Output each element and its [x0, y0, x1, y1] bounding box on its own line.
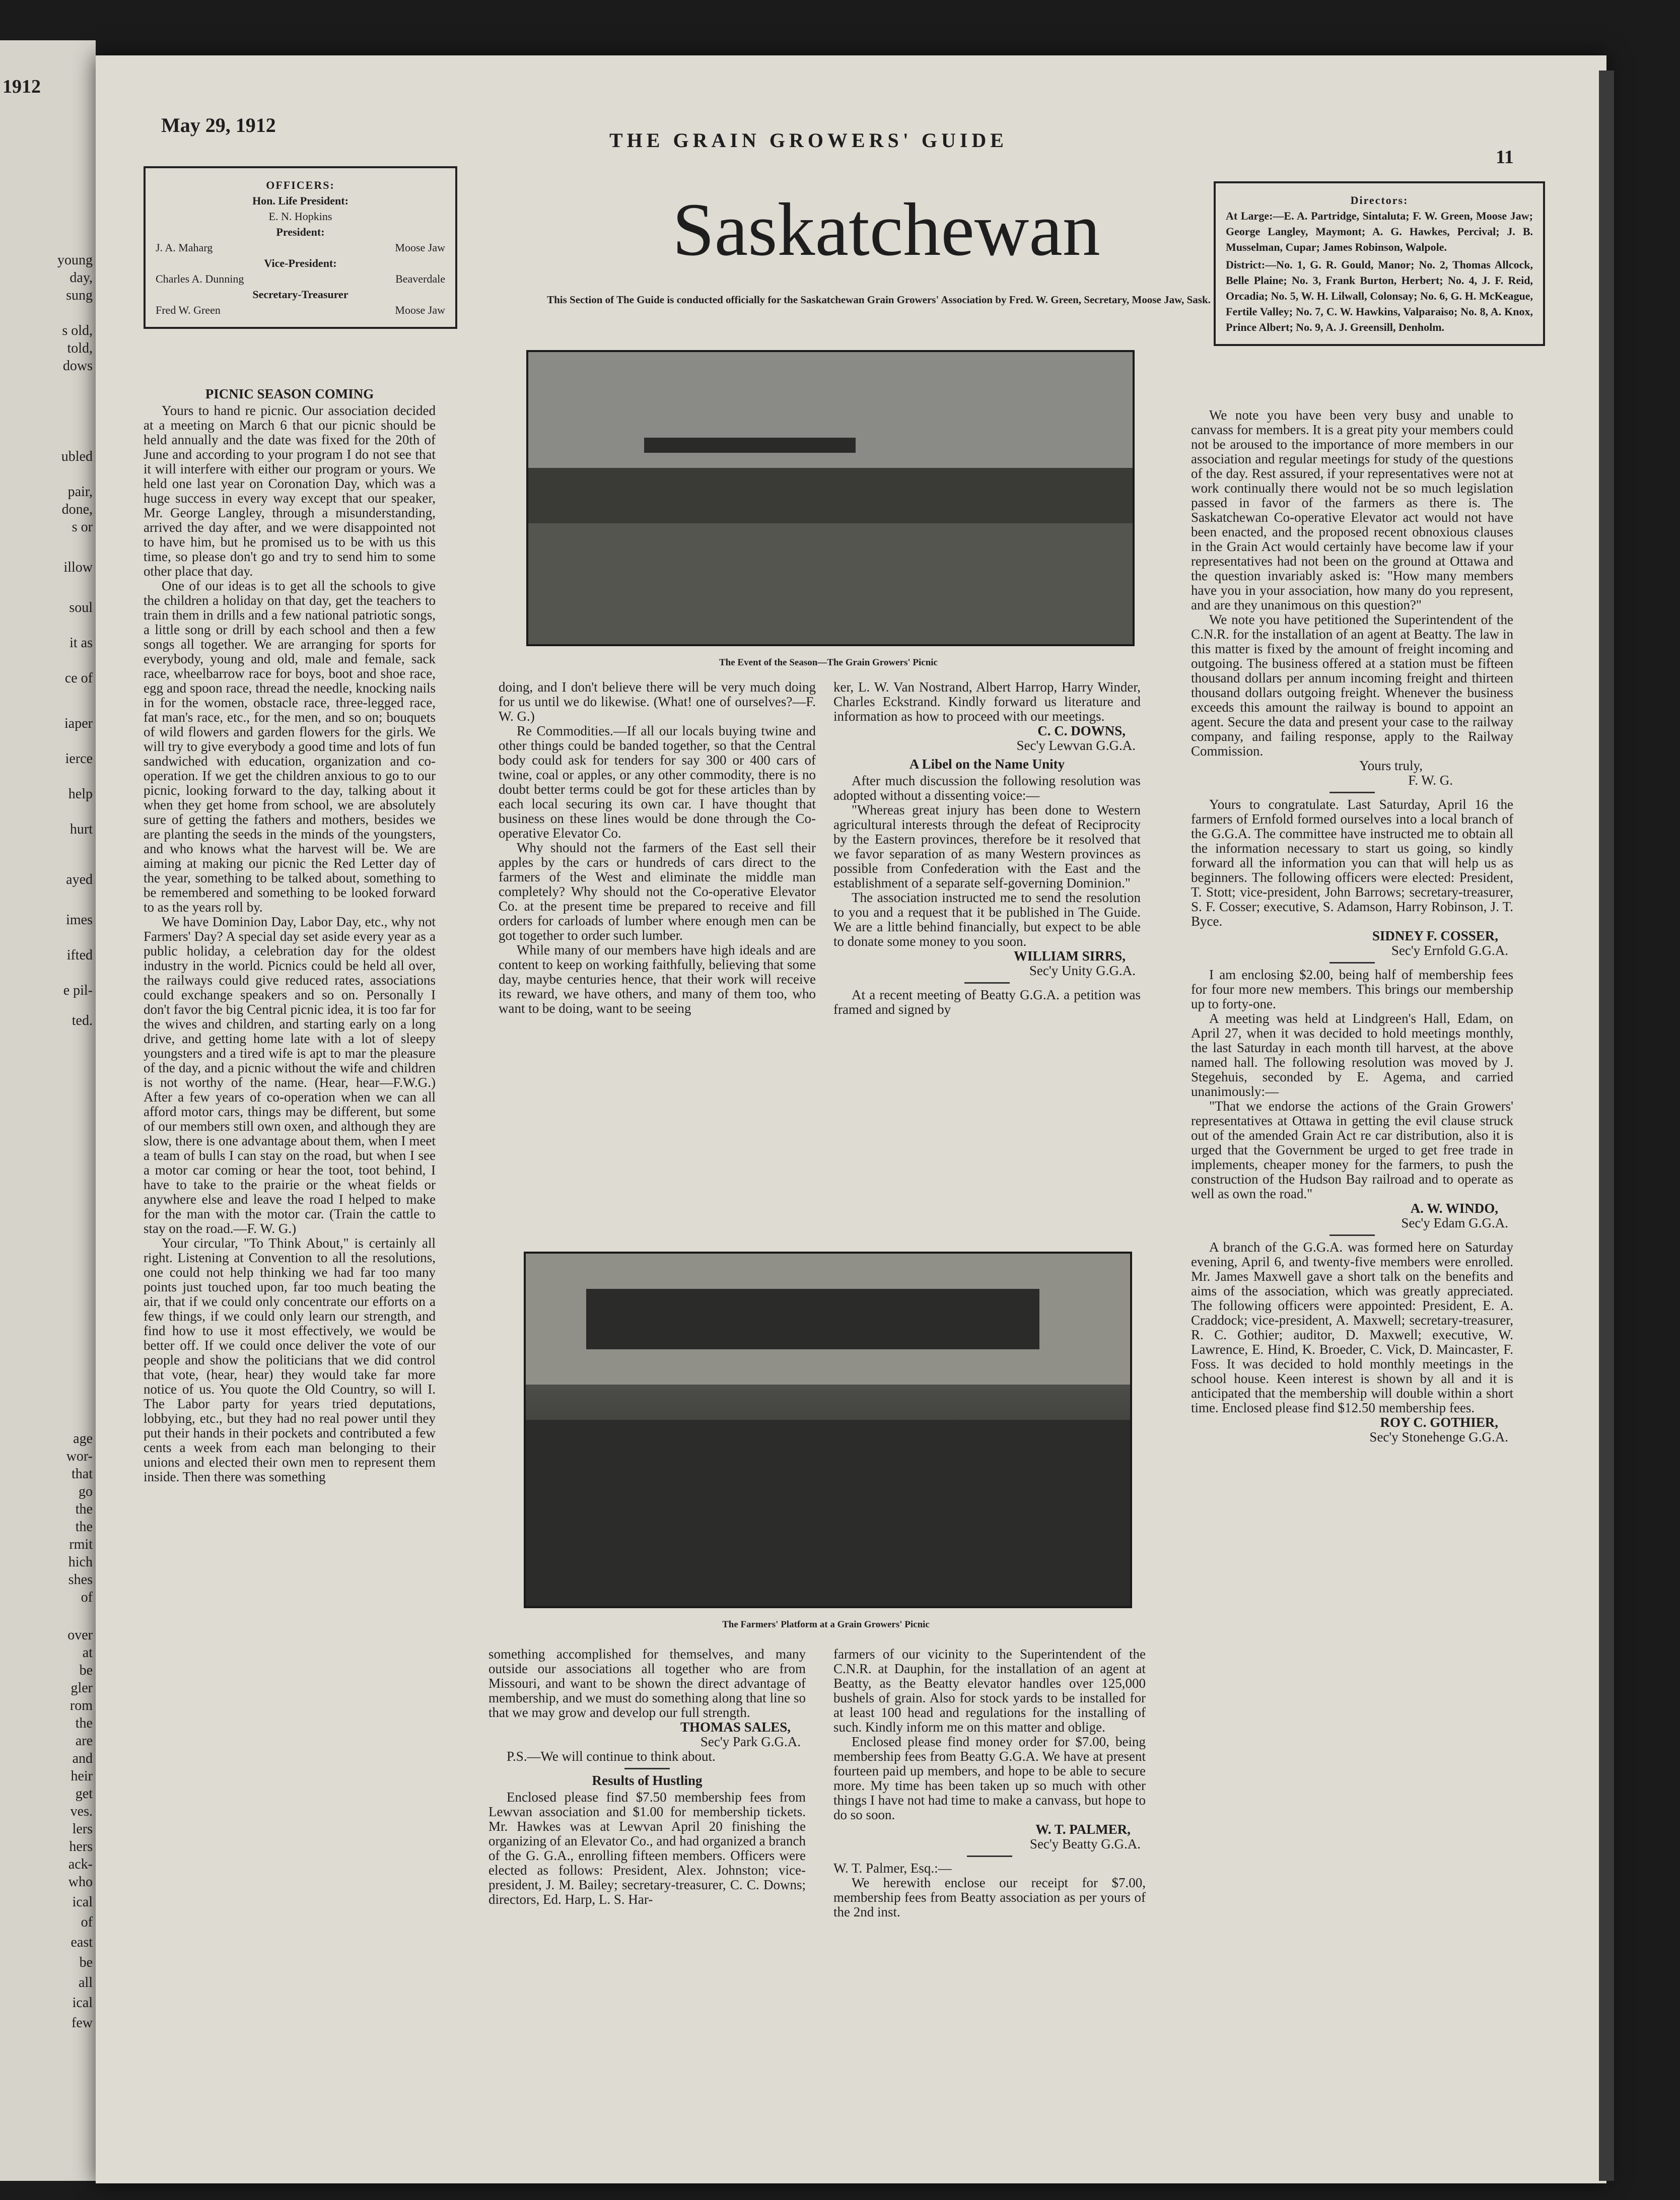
adjacent-page-fragment: at	[82, 1645, 93, 1661]
divider	[624, 1768, 670, 1769]
section-masthead: Saskatchewan	[672, 188, 1100, 271]
paragraph: Enclosed please find money order for $7.00, being membership fees from Beatty G.G.A. We have at present fourteen paid up members, and hope to be able to secure more. My time has been taken up so much with other things I have not had time to make a canvass, but hope to do so soon.	[833, 1734, 1146, 1822]
adjacent-page-fragment: get	[75, 1786, 93, 1802]
adjacent-page-fragment: hurt	[69, 821, 93, 837]
adjacent-page-fragment: s old,	[62, 323, 93, 338]
vice-name: Charles A. Dunning	[156, 272, 244, 285]
column-2	[499, 680, 816, 1016]
adjacent-page-fragment: the	[75, 1715, 93, 1731]
adjacent-page-year: 1912	[3, 76, 41, 97]
paragraph: W. T. Palmer, Esq.:—	[833, 1861, 952, 1876]
paragraph: ker, L. W. Van Nostrand, Albert Harrop, Harry Winder, Charles Eckstrand. Kindly forward us literature and information as how to proceed with our meetings.	[833, 679, 1141, 724]
adjacent-page-fragment: illow	[63, 560, 93, 575]
paragraph: After much discussion the following resolution was adopted without a dissenting voice:—	[833, 773, 1141, 803]
section-note: This Section of The Guide is conducted officially for the Saskatchewan Grain Growers' Association by Fred. W. Green, Secretary, Moose Jaw, Sask.	[547, 294, 1211, 306]
officers-heading: OFFICERS:	[266, 179, 335, 191]
adjacent-page-fragment: go	[79, 1484, 93, 1499]
adjacent-page-strip	[0, 40, 96, 2181]
hustling-heading: Results of Hustling	[592, 1773, 703, 1788]
adjacent-page-fragment: done,	[61, 502, 93, 517]
signature-title: Sec'y Unity G.G.A.	[1029, 963, 1136, 978]
adjacent-page-fragment: wor-	[66, 1449, 93, 1464]
paragraph: We note you have been very busy and unable to canvass for members. It is a great pity your members could not be aroused to the importance of more members in our association and regular meetings for study of the questions of the day. Rest assured, if your representatives were not at work continually there would not be so much legislation passed in favor of the farmers as there is. The Saskatchewan Co-operative Elevator act would not have been enacted, and the proposed recent obnoxious clauses in the Grain Act would certainly have become law if your representatives had not been on the ground at Ottawa and the question invariably asked is: "How many members have you in your association, how many do you represent, and are they unanimous on this question?"	[1191, 407, 1513, 612]
adjacent-page-fragment: soul	[69, 600, 93, 615]
life-president: E. N. Hopkins	[268, 210, 332, 223]
adjacent-page-fragment: it as	[69, 635, 93, 651]
column-3	[833, 680, 1141, 1017]
adjacent-page-fragment: hich	[68, 1554, 93, 1570]
adjacent-page-fragment: shes	[68, 1572, 93, 1588]
column-5	[488, 1647, 806, 1907]
libel-heading: A Libel on the Name Unity	[909, 757, 1065, 772]
adjacent-page-fragment: dows	[62, 358, 93, 374]
adjacent-page-fragment: hers	[69, 1839, 93, 1854]
paragraph: Your circular, "To Think About," is certainly all right. Listening at Convention to all the resolutions, one could not help thinking we had far too many points just touched upon, far too much beating the air, that if we could only concentrate our efforts on a few things, if we could only learn our strength, and find how to use it most effectively, we would be better off. If we could once deliver the vote of our people and show the politicians that we did control that vote, (hear, hear) they would take far more notice of us. You quote the Old Country, so will I. The Labor party for years tried deputations, lobbying, etc., but they had no real power until they put their hands in their pockets and contributed a few cents a week from each man belonging to their unions and elected their own men to represent them inside. Then there was something	[144, 1235, 436, 1484]
paragraph: P.S.—We will continue to think about.	[507, 1749, 716, 1764]
publication-title: THE GRAIN GROWERS' GUIDE	[609, 129, 1008, 152]
adjacent-page-fragment: over	[67, 1627, 93, 1643]
directors-district: District:—No. 1, G. R. Gould, Manor; No. 2, Thomas Allcock, Belle Plaine; No. 3, Frank Burton, Herbert; No. 4, J. F. Reid, Orcadia; No. 5, W. H. Lilwall, Colonsay; No. 6, G. H. McKeague, Fertile Valley; No. 7, C. W. Hawkins, Valparaiso; No. 8, A. Knox, Prince Albert; No. 9, A. J. Greensill, Denholm.	[1226, 258, 1533, 333]
officers-box	[144, 166, 457, 329]
president-name: J. A. Maharg	[156, 241, 213, 254]
picnic-photo-top	[526, 350, 1135, 646]
divider	[967, 1855, 1012, 1857]
photo-illustration-top	[528, 352, 1133, 644]
paragraph: We note you have petitioned the Superintendent of the C.N.R. for the installation of an agent at Beatty. The law in this matter is fixed by the amount of freight incoming and outgoing. The business offered at a station must be fifteen thousand dollars per annum incoming freight and thirteen thousand dollars outgoing freight. Whenever the business exceeds this amount the railway is bound to appoint an agent. Secure the data and present your case to the railway company, and failing response, apply to the Railway Commission.	[1191, 612, 1513, 759]
adjacent-page-fragment: and	[72, 1751, 93, 1766]
bottom-photo-caption: The Farmers' Platform at a Grain Growers' Picnic	[722, 1619, 930, 1630]
picnic-photo-bottom	[524, 1252, 1132, 1608]
paragraph: doing, and I don't believe there will be very much doing for us until we do likewise. (What! one of ourselves?—F. W. G.)	[499, 679, 816, 724]
signature: Yours truly,	[1359, 758, 1423, 773]
binding-edge	[1599, 71, 1614, 2181]
secretary-name: Fred W. Green	[156, 304, 221, 316]
adjacent-page-fragment: ted.	[72, 1013, 93, 1028]
paragraph: Why should not the farmers of the East sell their apples by the cars or hundreds of cars direct to the farmers of the West and eliminate the middle man completely? Why should not the Co-operative Elevator Co. at the present time be prepared to receive and fill orders for carloads of lumber where enough men can be got together to order such lumber.	[499, 840, 816, 943]
adjacent-page-fragment: young	[57, 252, 93, 268]
divider	[964, 982, 1010, 984]
adjacent-page-fragment: of	[81, 1914, 93, 1930]
adjacent-page-fragment: imes	[66, 912, 93, 928]
signature: W. T. PALMER,	[1035, 1822, 1131, 1837]
signature-title: Sec'y Edam G.G.A.	[1401, 1215, 1508, 1230]
adjacent-page-fragment: be	[79, 1955, 93, 1970]
president-place: Moose Jaw	[395, 241, 445, 254]
adjacent-page-fragment: rmit	[69, 1537, 93, 1552]
signature-title: Sec'y Ernfold G.G.A.	[1391, 943, 1508, 958]
photo-illustration-bottom	[526, 1254, 1130, 1606]
signature-title: Sec'y Beatty G.G.A.	[1029, 1836, 1141, 1851]
adjacent-page-fragment: day,	[69, 270, 93, 286]
adjacent-page-fragment: ves.	[70, 1804, 93, 1819]
adjacent-page-fragment: ack-	[68, 1857, 93, 1872]
adjacent-page-fragment: help	[68, 786, 93, 802]
paragraph: farmers of our vicinity to the Superintendent of the C.N.R. at Dauphin, for the installation of an agent at Beatty, as the Beatty elevator handles over 125,000 bushels of grain. Also for stock yards to be installed for at least 100 head and regulations for the installing of such. Kindly inform me on this matter and oblige.	[833, 1646, 1146, 1735]
secretary-title: Secretary-Treasurer	[252, 288, 348, 301]
divider	[1329, 962, 1375, 964]
signature-title: Sec'y Stonehenge G.G.A.	[1369, 1429, 1508, 1445]
adjacent-page-fragment: ce of	[64, 670, 93, 686]
adjacent-page-fragment: heir	[71, 1768, 93, 1784]
column-6	[833, 1647, 1146, 1919]
paragraph: Yours to hand re picnic. Our association decided at a meeting on March 6 that our picnic should be held annually and the date was fixed for the 20th of June and according to your program I do not see that it will interfere with either our program or yours. We held one last year on Coronation Day, which was a huge success in every way except that our speaker, Mr. George Langley, through a misunderstanding, arrived the day after, and we were disappointed not to have him, but he promised us to be with us this time, so please don't go and try to send him to some other place that day.	[144, 403, 436, 579]
adjacent-page-fragment: that	[72, 1466, 93, 1482]
adjacent-page-fragment: who	[68, 1874, 93, 1890]
adjacent-page-fragment: are	[75, 1733, 93, 1749]
signature: WILLIAM SIRRS,	[1013, 948, 1126, 964]
adjacent-page-fragment: rom	[69, 1698, 93, 1713]
signature-title: Sec'y Lewvan G.G.A.	[1016, 738, 1136, 753]
crowd	[526, 1420, 1130, 1606]
adjacent-page-fragment: pair,	[67, 484, 93, 500]
adjacent-page-fragment: ical	[72, 1894, 93, 1910]
directors-heading: Directors:	[1350, 194, 1409, 207]
adjacent-page-fragment: ierce	[65, 751, 93, 767]
life-president-title: Hon. Life President:	[252, 194, 348, 207]
paragraph: While many of our members have high ideals and are content to keep on working faithfully, believing that some day, maybe centuries hence, that their work will receive its reward, we have others, and many of them too, who want to be doing, want to be seeing	[499, 942, 816, 1016]
adjacent-page-fragment: told,	[67, 340, 93, 356]
paragraph: Re Commodities.—If all our locals buying twine and other things could be banded together, so that the Central body could ask for tenders for say 300 or 400 cars of twine, coal or apples, or any other commodity, there is no doubt better terms could be got for these articles than by each local securing its own car. I have thought that business on these lines would be done through the Co-operative Elevator Co.	[499, 723, 816, 841]
top-photo-caption: The Event of the Season—The Grain Growers' Picnic	[719, 657, 938, 668]
signature: THOMAS SALES,	[680, 1720, 791, 1735]
tree-canopy	[586, 1289, 1039, 1349]
signature-title: Sec'y Park G.G.A.	[700, 1734, 801, 1749]
adjacent-page-fragment: iaper	[64, 716, 93, 731]
paragraph: The association instructed me to send the resolution to you and a request that it be published in The Guide. We are a little behind financially, but expect to be able to donate some money to you soon.	[833, 890, 1141, 949]
divider	[1329, 1234, 1375, 1236]
adjacent-page-fragment: the	[75, 1501, 93, 1517]
paragraph: "That we endorse the actions of the Grain Growers' representatives at Ottawa in getting the evil clause struck out of the amended Grain Act re car distribution, also it is urged that the Government be urged to get free trade in implements, cheaper money for the farmers, to push the construction of the Hudson Bay railroad and to operate as well as own the road."	[1191, 1098, 1513, 1201]
paragraph: something accomplished for themselves, and many outside our associations all together who are from Missouri, and want to be shown the direct advantage of membership, and we must do something along that line so that we may grow and develop our full strength.	[488, 1646, 806, 1720]
adjacent-page-fragment: gler	[71, 1680, 93, 1696]
page-number: 11	[1496, 147, 1514, 168]
paragraph: At a recent meeting of Beatty G.G.A. a petition was framed and signed by	[833, 987, 1141, 1017]
paragraph: We herewith enclose our receipt for $7.00, membership fees from Beatty association as per yours of the 2nd inst.	[833, 1875, 1146, 1919]
adjacent-page-fragment: the	[75, 1519, 93, 1535]
field	[528, 523, 1133, 644]
adjacent-page-fragment: ifted	[66, 947, 93, 963]
adjacent-page-fragment: ayed	[66, 872, 93, 887]
signature-title: F. W. G.	[1408, 773, 1453, 788]
column-1	[144, 383, 436, 1484]
paragraph: A meeting was held at Lindgreen's Hall, Edam, on April 27, when it was decided to hold meetings monthly, the last Saturday in each month till harvest, at the above named hall. The following resolution was moved by J. Stegehuis, seconded by E. Agema, and carried unanimously:—	[1191, 1011, 1513, 1099]
president-title: President:	[276, 226, 325, 238]
signature: SIDNEY F. COSSER,	[1372, 928, 1498, 943]
adjacent-page-fragment: sung	[66, 288, 93, 303]
pavilion-roof	[644, 438, 856, 453]
adjacent-page-fragment: ical	[72, 1995, 93, 2011]
adjacent-page-fragment: s or	[72, 519, 93, 535]
paragraph: Enclosed please find $7.50 membership fees from Lewvan association and $1.00 for membership tickets. Mr. Hawkes was at Lewvan April 20 finishing the organizing of an Elevator Co., and had organized a branch of the G. G.A., enrolling fifteen members. Officers were elected as follows: President, Alex. Johnston; vice-president, J. M. Bailey; secretary-treasurer, C. C. Downs; directors, Ed. Harp, L. S. Har-	[488, 1790, 806, 1907]
vice-title: Vice-President:	[264, 257, 337, 269]
adjacent-page-fragment: be	[79, 1663, 93, 1678]
paragraph: Yours to congratulate. Last Saturday, April 16 the farmers of Ernfold formed ourselves into a local branch of the G.G.A. The committee have instructed me to obtain all the information necessary to start us going, so kindly forward all the information you can that will help us as beginners. The following officers were elected: President, T. Stott; vice-president, John Barrows; secretary-treasurer, S. F. Cosser; executive, S. Adamson, Harry Robinson, J. T. Byce.	[1191, 797, 1513, 929]
vice-place: Beaverdale	[395, 272, 445, 285]
paragraph: I am enclosing $2.00, being half of membership fees for four more new members. This brings our membership up to forty-one.	[1191, 967, 1513, 1011]
newspaper-page	[96, 55, 1606, 2183]
adjacent-page-fragment: lers	[72, 1821, 93, 1837]
adjacent-page-fragment: age	[73, 1431, 93, 1447]
crowd	[528, 468, 1133, 523]
adjacent-page-fragment: e pil-	[63, 983, 93, 998]
paragraph: A branch of the G.G.A. was formed here on Saturday evening, April 6, and twenty-five members were enrolled. Mr. James Maxwell gave a short talk on the benefits and aims of the association, which was greatly appreciated. The following officers were appointed: President, E. A. Craddock; vice-president, A. Maxwell; secretary-treasurer, R. C. Gothier; auditor, D. Maxwell; executive, W. Lawrence, E. Hind, K. Broeder, C. Vick, D. Maincaster, F. Foss. It was decided to hold monthly meetings in the school house. Keen interest is shown by all and it is anticipated that the membership will double within a short time. Enclosed please find $12.50 membership fees.	[1191, 1240, 1513, 1415]
adjacent-page-fragment: ubled	[61, 449, 93, 464]
adjacent-page-fragment: few	[72, 2015, 93, 2031]
column-4	[1191, 408, 1513, 1445]
paragraph: One of our ideas is to get all the schools to give the children a holiday on that day, get the teachers to train them in drills and a few national patriotic songs, a little song or drill by each school and then a few songs all together. We are arranging for sports for everybody, young and old, male and female, sack race, wheelbarrow race for boys, boot and shoe race, egg and spoon race, thread the needle, knocking nails in for the women, obstacle race, three-legged race, fat man's race, etc., for the men, and so on; bouquets of wild flowers and garden flowers for the girls. We will try to give everybody a good time and lots of fun sandwiched with education, organization and co-operation. If we get the children anxious to go to our picnic, looking forward to the day, talking about it when they get home from school, we are absolutely sure of getting the fathers and mothers, besides we are planting the seeds in the minds of the youngsters, and who knows what the harvest will be. We are aiming at making our picnic the Red Letter day of the year, something to be talked about, something to be remembered and something to be looked forward to as the years roll by.	[144, 578, 436, 915]
adjacent-page-fragment: east	[71, 1935, 93, 1950]
directors-box	[1214, 181, 1545, 346]
signature: C. C. DOWNS,	[1037, 723, 1126, 738]
adjacent-page-fragment: all	[79, 1975, 93, 1990]
adjacent-page-fragment: of	[81, 1590, 93, 1605]
paragraph: We have Dominion Day, Labor Day, etc., why not Farmers' Day? A special day set aside every year as a public holiday, a celebration day for the oldest industry in the world. Picnics could be held all over, the railways could give reduced rates, associations could exchange speakers and so on. Personally I don't favor the big Central picnic idea, it is too far for the wives and children, and starting early on a long drive, and getting home late with a lot of sleepy youngsters and a tired wife is apt to mar the pleasure of the day, and a picnic without the wife and children is not worthy of the name. (Hear, hear—F.W.G.) After a few years of co-operation when we can all afford motor cars, things may be different, but some of our members still own oxen, and although they are slow, there is one advantage about them, when I meet a team of bulls I can stay on the road, but when I see a motor car coming or hear the toot, toot behind, I have to take to the prairie or the wheat fields or anywhere else and leave the road I helped to make for the man with the motor car. (Train the cattle to stay on the road.—F. W. G.)	[144, 914, 436, 1236]
divider	[1329, 792, 1375, 793]
signature: ROY C. GOTHIER,	[1380, 1415, 1498, 1430]
secretary-place: Moose Jaw	[395, 304, 445, 316]
issue-date: May 29, 1912	[161, 114, 276, 136]
directors-at-large: At Large:—E. A. Partridge, Sintaluta; F. W. Green, Moose Jaw; George Langley, Maymont; A. G. Hawkes, Percival; J. B. Musselman, Cupar; James Robinson, Walpole.	[1226, 210, 1533, 253]
signature: A. W. WINDO,	[1410, 1201, 1498, 1216]
paragraph: "Whereas great injury has been done to Western agricultural interests through the defeat of Reciprocity by the Eastern provinces, therefore be it resolved that we favor separation of as many Western provinces as possible from Confederation with the East and the establishment of a separate self-governing Dominion."	[833, 802, 1141, 890]
picnic-heading: PICNIC SEASON COMING	[205, 386, 374, 401]
